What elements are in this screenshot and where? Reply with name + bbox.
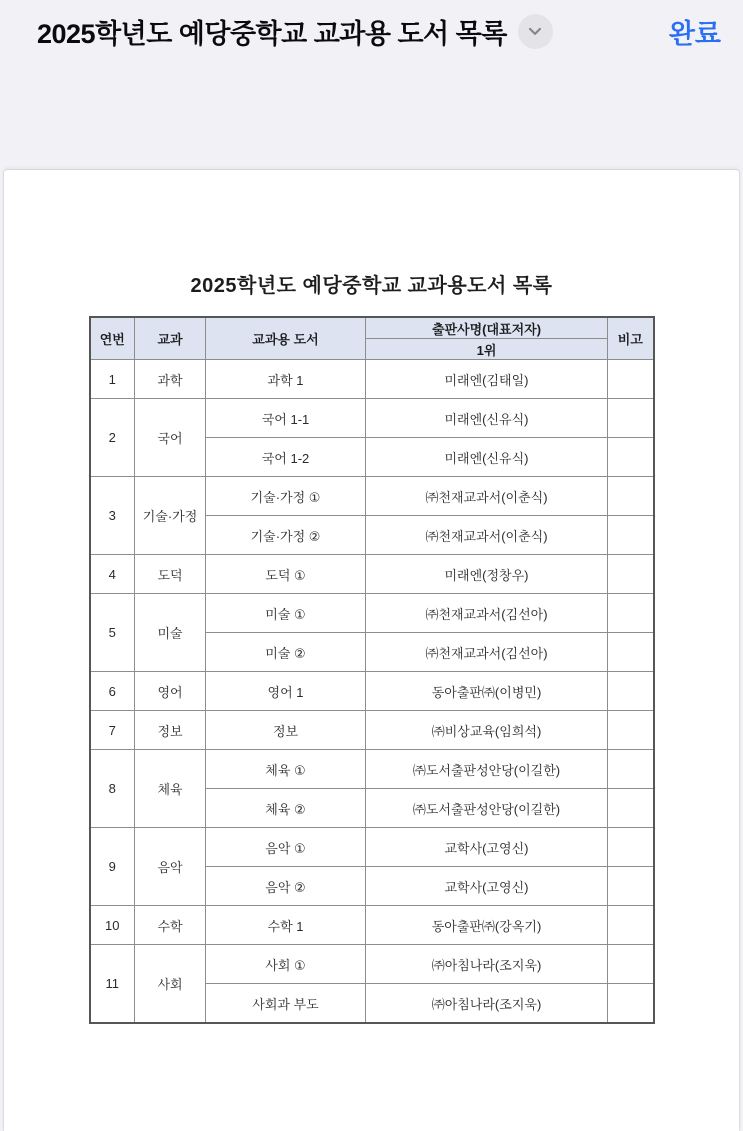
- row-number-cell: 1: [90, 360, 135, 399]
- publisher-cell: ㈜아침나라(조지욱): [366, 984, 608, 1024]
- note-cell: [608, 633, 654, 672]
- note-cell: [608, 945, 654, 984]
- row-number-cell: 4: [90, 555, 135, 594]
- note-cell: [608, 477, 654, 516]
- note-cell: [608, 750, 654, 789]
- header-no: 연번: [90, 317, 135, 360]
- table-row: [90, 399, 654, 438]
- document-page[interactable]: [4, 170, 739, 1131]
- publisher-cell: 동아출판㈜(이병민): [366, 672, 608, 711]
- table-row: [90, 711, 654, 750]
- note-cell: [608, 555, 654, 594]
- header-subject: 교과: [135, 317, 206, 360]
- table-body: [90, 360, 654, 1024]
- note-cell: [608, 516, 654, 555]
- subject-cell: 수학: [135, 906, 206, 945]
- row-number-cell: 11: [90, 945, 135, 1024]
- row-number-cell: 6: [90, 672, 135, 711]
- header-publisher-rank: 1위: [366, 339, 608, 360]
- publisher-cell: ㈜아침나라(조지욱): [366, 945, 608, 984]
- note-cell: [608, 828, 654, 867]
- publisher-cell: ㈜도서출판성안당(이길한): [366, 750, 608, 789]
- table-row: [90, 828, 654, 867]
- book-title-cell: 체육 ①: [206, 750, 366, 789]
- subject-cell: 정보: [135, 711, 206, 750]
- book-title-cell: 기술·가정 ①: [206, 477, 366, 516]
- app-bar: [0, 0, 743, 62]
- book-title-cell: 과학 1: [206, 360, 366, 399]
- subject-cell: 미술: [135, 594, 206, 672]
- book-title-cell: 수학 1: [206, 906, 366, 945]
- book-title-cell: 정보: [206, 711, 366, 750]
- table-row: [90, 555, 654, 594]
- book-title-cell: 음악 ②: [206, 867, 366, 906]
- done-button[interactable]: 완료: [669, 12, 721, 51]
- publisher-cell: ㈜비상교육(임희석): [366, 711, 608, 750]
- table-row: [90, 750, 654, 789]
- publisher-cell: ㈜도서출판성안당(이길한): [366, 789, 608, 828]
- subject-cell: 영어: [135, 672, 206, 711]
- book-title-cell: 미술 ①: [206, 594, 366, 633]
- table-header: [90, 317, 654, 360]
- book-title-cell: 음악 ①: [206, 828, 366, 867]
- note-cell: [608, 438, 654, 477]
- subject-cell: 도덕: [135, 555, 206, 594]
- table-row: [90, 360, 654, 399]
- subject-cell: 체육: [135, 750, 206, 828]
- publisher-cell: ㈜천재교과서(김선아): [366, 633, 608, 672]
- header-book: 교과용 도서: [206, 317, 366, 360]
- title-menu-button[interactable]: [518, 14, 553, 49]
- chevron-down-icon: [525, 21, 545, 41]
- publisher-cell: 동아출판㈜(강옥기): [366, 906, 608, 945]
- book-title-cell: 체육 ②: [206, 789, 366, 828]
- subject-cell: 국어: [135, 399, 206, 477]
- note-cell: [608, 867, 654, 906]
- table-row: [90, 672, 654, 711]
- table-row: [90, 945, 654, 984]
- publisher-cell: 교학사(고영신): [366, 828, 608, 867]
- row-number-cell: 10: [90, 906, 135, 945]
- book-title-cell: 사회과 부도: [206, 984, 366, 1024]
- subject-cell: 음악: [135, 828, 206, 906]
- publisher-cell: ㈜천재교과서(이춘식): [366, 477, 608, 516]
- publisher-cell: ㈜천재교과서(이춘식): [366, 516, 608, 555]
- note-cell: [608, 789, 654, 828]
- book-title-cell: 영어 1: [206, 672, 366, 711]
- table-row: [90, 906, 654, 945]
- publisher-cell: 미래엔(정창우): [366, 555, 608, 594]
- note-cell: [608, 984, 654, 1024]
- book-title-cell: 기술·가정 ②: [206, 516, 366, 555]
- row-number-cell: 9: [90, 828, 135, 906]
- note-cell: [608, 360, 654, 399]
- book-title-cell: 국어 1-1: [206, 399, 366, 438]
- note-cell: [608, 906, 654, 945]
- table-row: [90, 594, 654, 633]
- document-title: 2025학년도 예당중학교 교과용도서 목록: [190, 275, 553, 297]
- header-publisher: 출판사명(대표저자): [366, 317, 608, 339]
- header-note: 비고: [608, 317, 654, 360]
- row-number-cell: 5: [90, 594, 135, 672]
- note-cell: [608, 672, 654, 711]
- page-title[interactable]: 2025학년도 예당중학교 교과용 도서 목록: [37, 18, 507, 49]
- row-number-cell: 2: [90, 399, 135, 477]
- table-row: [90, 477, 654, 516]
- note-cell: [608, 399, 654, 438]
- row-number-cell: 3: [90, 477, 135, 555]
- publisher-cell: 미래엔(김태일): [366, 360, 608, 399]
- publisher-cell: ㈜천재교과서(김선아): [366, 594, 608, 633]
- publisher-cell: 교학사(고영신): [366, 867, 608, 906]
- textbook-table: [89, 316, 655, 1024]
- book-title-cell: 사회 ①: [206, 945, 366, 984]
- publisher-cell: 미래엔(신유식): [366, 399, 608, 438]
- book-title-cell: 도덕 ①: [206, 555, 366, 594]
- row-number-cell: 7: [90, 711, 135, 750]
- note-cell: [608, 594, 654, 633]
- row-number-cell: 8: [90, 750, 135, 828]
- subject-cell: 과학: [135, 360, 206, 399]
- subject-cell: 사회: [135, 945, 206, 1024]
- book-title-cell: 국어 1-2: [206, 438, 366, 477]
- publisher-cell: 미래엔(신유식): [366, 438, 608, 477]
- subject-cell: 기술·가정: [135, 477, 206, 555]
- book-title-cell: 미술 ②: [206, 633, 366, 672]
- note-cell: [608, 711, 654, 750]
